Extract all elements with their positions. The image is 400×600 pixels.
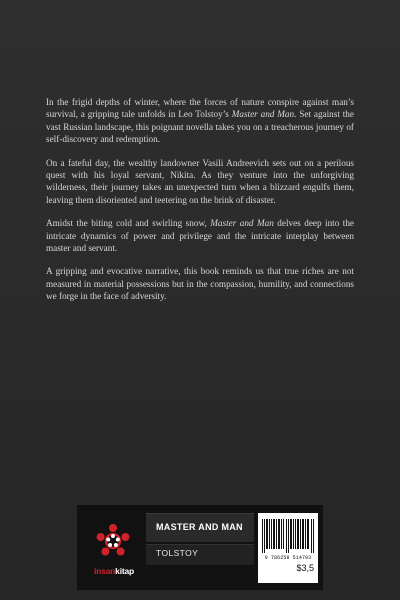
book-title-italic: Master and Man — [231, 109, 295, 120]
blurb-text — [46, 96, 354, 314]
isbn-number: 9 786258 514793 — [264, 555, 312, 561]
blurb-paragraph-1 — [46, 96, 354, 146]
publisher-name — [86, 566, 142, 576]
blurb-text-span: Amidst the biting cold and swirling snow, — [46, 218, 211, 229]
blurb-paragraph-2: On a fateful day, the wealthy landowner Vasili Andreevich sets out on a perilous quest with his loyal servant, Nikita. As they venture into the unforgiving wilderness, their journey takes an unexpected turn when a blizzard engulfs them, leaving them disoriented and teetering on the brink of disaster. — [46, 157, 354, 205]
blurb-text-span: In the frigid depths of winter, where the forces of nature conspire against man’s survival, a gripping tale unfolds in Leo Tolstoy’s — [46, 97, 354, 120]
book-title: MASTER AND MAN — [156, 522, 243, 532]
publisher-name-part1: insan — [93, 566, 116, 576]
barcode-icon — [262, 519, 314, 553]
publisher-name-part2: kitap — [115, 566, 135, 576]
book-title-italic: Master and Man — [210, 218, 274, 229]
blurb-paragraph-4: A gripping and evocative narrative, this book reminds us that true riches are not measured in material possessions but in the compassion, humility, and connections we forge in the face of adversity. — [46, 266, 354, 302]
book-author: TOLSTOY — [156, 548, 199, 558]
price-label: $3,5 — [296, 563, 314, 573]
blurb-text-span: delves deep into the intricate dynamics of power and privilege and the intricate interplay between master and servant. — [46, 218, 355, 254]
blurb-text-span: . Set against the vast Russian landscape, this poignant novella takes you on a treacherous journey of self-discovery and redemption. — [46, 109, 354, 145]
blurb-paragraph-3 — [46, 217, 354, 254]
